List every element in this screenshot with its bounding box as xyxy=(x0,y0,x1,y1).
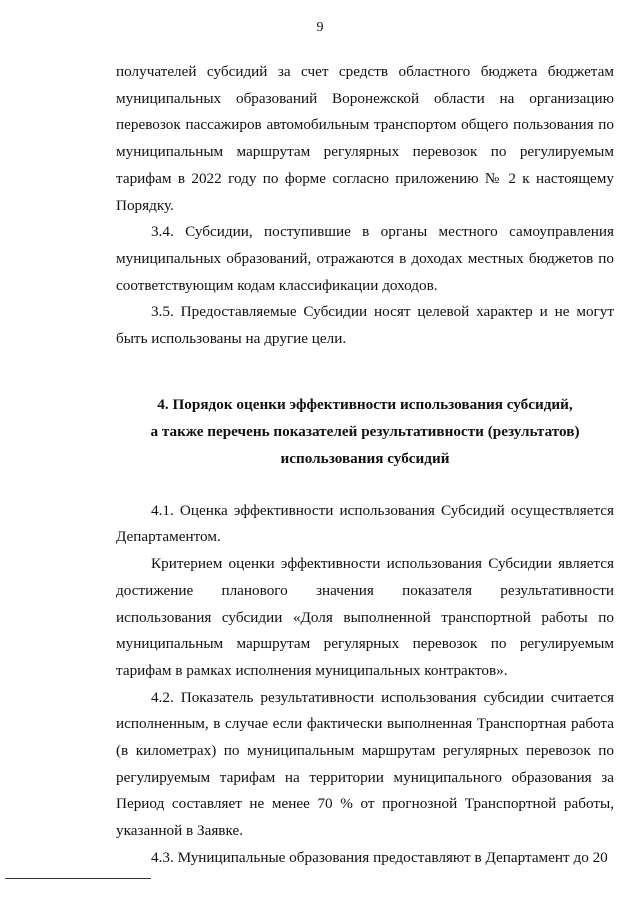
section-heading xyxy=(116,391,614,472)
paragraph-criterion: Критерием оценки эффективности использования Субсидии является достижение планового значения показателя результативности использования субсидии «Доля выполненной транспортной работы по муниципальным маршрутам регулярных перевозок по регулируемым тарифам в рамках исполнения муниципальных контрактов». xyxy=(116,555,614,679)
paragraph-3-5: 3.5. Предоставляемые Субсидии носят целевой характер и не могут быть использованы на другие цели. xyxy=(116,303,614,348)
section-heading-line-1: 4. Порядок оценки эффективности использования субсидий, xyxy=(157,395,573,413)
section-heading-line-3: использования субсидий xyxy=(280,449,450,467)
section-heading-line-2: а также перечень показателей результативности (результатов) xyxy=(150,422,580,440)
page-number: 9 xyxy=(316,20,324,35)
paragraph-4-1: 4.1. Оценка эффективности использования Субсидий осуществляется Департаментом. xyxy=(116,501,614,546)
document-body xyxy=(116,59,614,872)
footnote-divider xyxy=(5,878,151,879)
paragraph-4-2: 4.2. Показатель результативности использования субсидии считается исполненным, в случае если фактически выполненная Транспортная работа (в километрах) по муниципальным маршрутам регулярных перевозок по регулируемым тарифам на территории муниципального образования за Период составляет не менее 70 % от прогнозной Транспортной работы, указанной в Заявке. xyxy=(116,688,614,840)
paragraph-3-4: 3.4. Субсидии, поступившие в органы местного самоуправления муниципальных образований, отражаются в доходах местных бюджетов по соответствующим кодам классификации доходов. xyxy=(116,223,614,294)
paragraph-4-3: 4.3. Муниципальные образования предоставляют в Департамент до 20 xyxy=(151,848,608,866)
paragraph-continuation: получателей субсидий за счет средств областного бюджета бюджетам муниципальных образований Воронежской области на организацию перевозок пассажиров автомобильным транспортом общего пользования по муниципальным маршрутам регулярных перевозок по регулируемым тарифам в 2022 году по форме согласно приложению № 2 к настоящему Порядку. xyxy=(116,63,614,214)
